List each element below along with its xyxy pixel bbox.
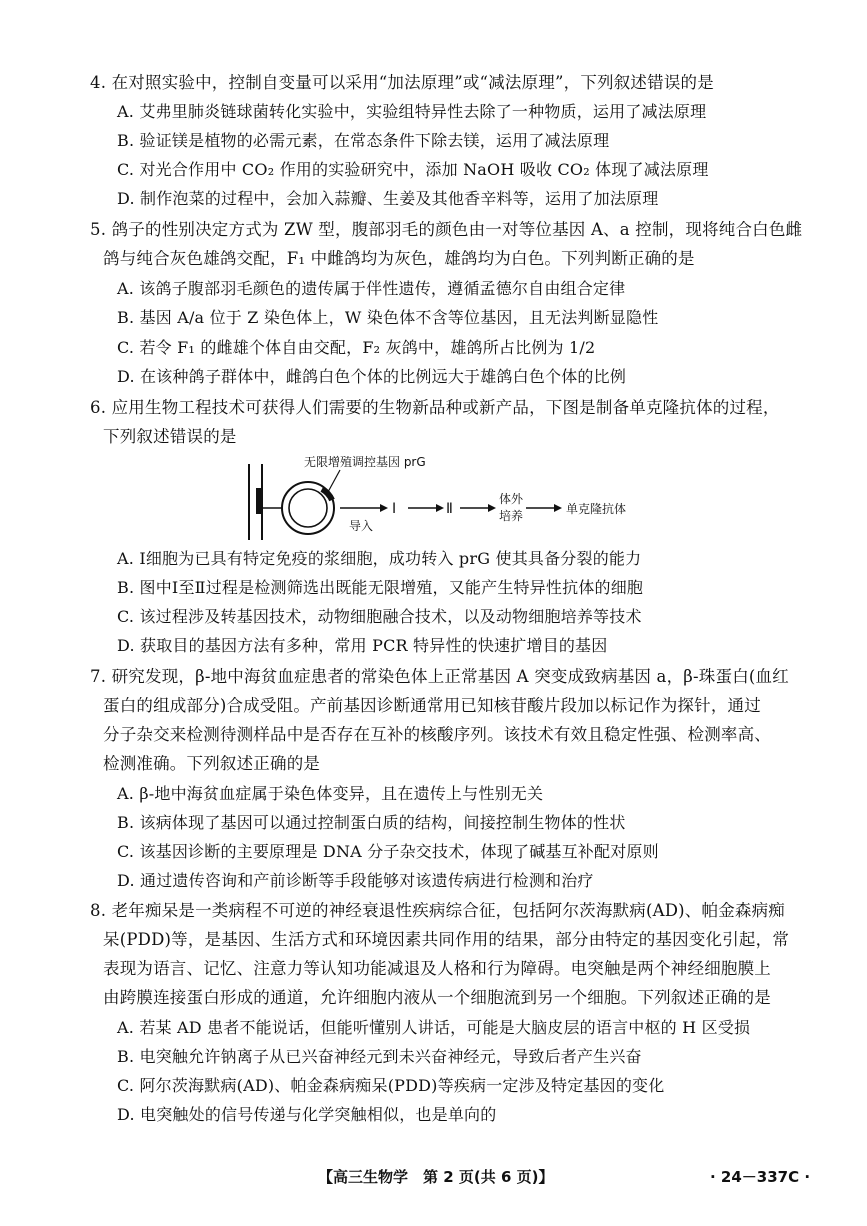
dna-source-icon	[249, 464, 262, 540]
question-7-option-c: C. 该基因诊断的主要原理是 DNA 分子杂交技术，体现了碱基互补配对原则	[117, 842, 659, 861]
question-8-option-c: C. 阿尔茨海默病(AD)、帕金森病痴呆(PDD)等疾病一定涉及特定基因的变化	[117, 1076, 665, 1095]
document-code: · 24－337C ·	[710, 1168, 811, 1186]
question-6-stem-line-1: 6. 应用生物工程技术可获得人们需要的生物新品种或新产品，下图是制备单克隆抗体的过程，	[90, 398, 780, 417]
import-label: 导入	[349, 519, 374, 533]
question-5-option-d: D. 在该种鸽子群体中，雌鸽白色个体的比例远大于雄鸽白色个体的比例	[117, 367, 627, 386]
monoclonal-antibody-diagram	[240, 452, 660, 544]
question-8-option-a: A. 若某 AD 患者不能说话，但能听懂别人讲话，可能是大脑皮层的语言中枢的 H 区受损	[117, 1018, 751, 1037]
culture-label-line-1: 体外	[499, 492, 524, 506]
question-8-option-b: B. 电突触允许钠离子从已兴奋神经元到未兴奋神经元，导致后者产生兴奋	[117, 1047, 642, 1066]
question-7-stem-line-2: 蛋白的组成部分)合成受阻。产前基因诊断通常用已知核苷酸片段加以标记作为探针，通过	[103, 696, 761, 715]
question-6-option-c: C. 该过程涉及转基因技术，动物细胞融合技术，以及动物细胞培养等技术	[117, 607, 642, 626]
question-5-option-c: C. 若令 F₁ 的雌雄个体自由交配，F₂ 灰鸽中，雄鸽所占比例为 1/2	[117, 338, 596, 357]
question-7-option-b: B. 该病体现了基因可以通过控制蛋白质的结构，间接控制生物体的性状	[117, 813, 626, 832]
question-4-option-c: C. 对光合作用中 CO₂ 作用的实验研究中，添加 NaOH 吸收 CO₂ 体现了减法原理	[117, 160, 709, 179]
import-arrow-head	[380, 504, 388, 512]
question-6-stem-line-2: 下列叙述错误的是	[103, 427, 237, 446]
question-6-option-d: D. 获取目的基因方法有多种，常用 PCR 特异性的快速扩增目的基因	[117, 636, 608, 655]
question-7-option-a: A. β-地中海贫血症属于染色体变异，且在遗传上与性别无关	[117, 784, 544, 803]
product-label: 单克隆抗体	[566, 502, 627, 516]
product-arrow-head	[554, 504, 562, 512]
question-8-stem-line-4: 由跨膜连接蛋白形成的通道，允许细胞内液从一个细胞流到另一个细胞。下列叙述正确的是	[103, 988, 771, 1007]
page-footer-label: 【高三生物学 第 2 页(共 6 页)】	[318, 1168, 554, 1186]
question-8-option-d: D. 电突触处的信号传递与化学突触相似，也是单向的	[117, 1105, 497, 1124]
question-5-stem-line-2: 鸽与纯合灰色雄鸽交配，F₁ 中雌鸽均为灰色，雄鸽均为白色。下列判断正确的是	[103, 249, 695, 268]
question-5-option-b: B. 基因 A/a 位于 Z 染色体上，W 染色体不含等位基因，且无法判断显隐性	[117, 308, 659, 327]
question-4-stem: 4. 在对照实验中，控制自变量可以采用“加法原理”或“减法原理”，下列叙述错误的是	[90, 73, 714, 92]
stage-1-label: Ⅰ	[392, 501, 397, 517]
question-4-option-b: B. 验证镁是植物的必需元素，在常态条件下除去镁，运用了减法原理	[117, 131, 610, 150]
question-4-option-a: A. 艾弗里肺炎链球菌转化实验中，实验组特异性去除了一种物质，运用了减法原理	[117, 102, 707, 121]
question-4-option-d: D. 制作泡菜的过程中，会加入蒜瓣、生姜及其他香辛料等，运用了加法原理	[117, 189, 659, 208]
question-8-stem-line-1: 8. 老年痴呆是一类病程不可逆的神经衰退性疾病综合征，包括阿尔茨海默病(AD)、帕金森病痴	[90, 901, 786, 920]
gene-pointer-line	[328, 470, 340, 492]
gene-label: 无限增殖调控基因 prG	[304, 455, 426, 469]
question-6-option-b: B. 图中Ⅰ至Ⅱ过程是检测筛选出既能无限增殖，又能产生特异性抗体的细胞	[117, 578, 644, 597]
culture-arrow-head	[488, 504, 496, 512]
culture-label-line-2: 培养	[499, 509, 524, 523]
question-8-stem-line-3: 表现为语言、记忆、注意力等认知功能减退及人格和行为障碍。电突触是两个神经细胞膜上	[103, 959, 771, 978]
plasmid-icon	[282, 482, 334, 534]
stage-2-label: Ⅱ	[446, 501, 453, 517]
stage-arrow-head	[436, 504, 444, 512]
question-5-option-a: A. 该鸽子腹部羽毛颜色的遗传属于伴性遗传，遵循孟德尔自由组合定律	[117, 279, 626, 298]
question-8-stem-line-2: 呆(PDD)等，是基因、生活方式和环境因素共同作用的结果，部分由特定的基因变化引起，常	[103, 930, 790, 949]
question-7-option-d: D. 通过遗传咨询和产前诊断等手段能够对该遗传病进行检测和治疗	[117, 871, 594, 890]
question-7-stem-line-3: 分子杂交来检测待测样品中是否存在互补的核酸序列。该技术有效且稳定性强、检测率高、	[103, 725, 771, 744]
question-6-option-a: A. Ⅰ细胞为已具有特定免疫的浆细胞，成功转入 prG 使其具备分裂的能力	[117, 549, 642, 568]
question-5-stem-line-1: 5. 鸽子的性别决定方式为 ZW 型，腹部羽毛的颜色由一对等位基因 A、a 控制，现将纯合白色雌	[90, 220, 803, 239]
question-7-stem-line-4: 检测准确。下列叙述正确的是	[103, 754, 321, 773]
question-7-stem-line-1: 7. 研究发现，β-地中海贫血症患者的常染色体上正常基因 A 突变成致病基因 a，β-珠蛋白(血红	[90, 667, 789, 686]
